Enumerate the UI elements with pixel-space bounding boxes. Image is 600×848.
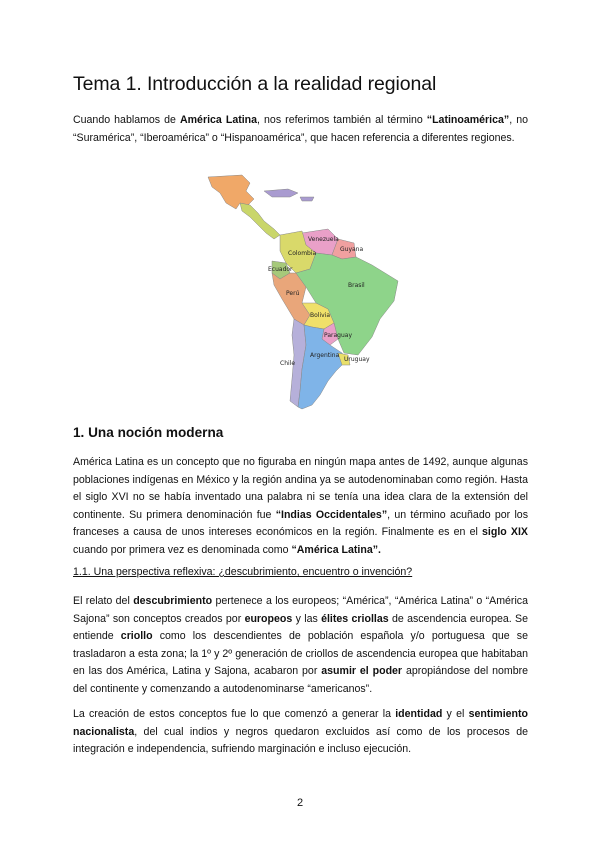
subsection-heading: 1.1. Una perspectiva reflexiva: ¿descubrimiento, encuentro o invención? [73,566,413,578]
country-label: Paraguay [324,332,353,339]
text-run: y el [442,708,469,720]
country-label: Perú [286,290,300,297]
text-run: y las [292,612,322,625]
bold-run: América Latina [179,114,258,126]
latin-america-map [202,169,406,411]
text-run: como los descendientes de población española y/o portuguesa que se trasladaron a esta zona; la 1º y 2º generación de criollos de ascendencia europea que habitaban en las dos América, Latina y Sajona, acabaron por [73,630,528,678]
country-label: Colombia [288,250,317,257]
country-label: Chile [280,360,296,367]
subsection-paragraph-1 [73,593,528,699]
country-label: Argentina [310,352,340,359]
bold-run: siglo XIX [482,526,528,539]
text-run: apropiándose del nombre del continente y comenzando a autodenominarse “americanos”. [73,665,529,695]
bold-run: asumir el poder [321,665,403,678]
subsection-paragraph-2 [73,706,528,759]
country-label: Bolivia [310,312,331,319]
page-title: Tema 1. Introducción a la realidad regional [73,73,437,95]
text-run: pertenece a los europeos; “América”, “América Latina” o “América Sajona” son conceptos creados por [73,595,529,625]
section-heading: 1. Una noción moderna [73,425,224,440]
bold-run: “Indias Occidentales” [275,508,388,521]
text-run: , no “Suramérica”, “Iberoamérica” o “Hispanoamérica”, que hacen referencia a diferentes regiones. [73,114,528,144]
bold-run: europeos [244,612,293,625]
text-run: América Latina es un concepto que no figuraba en ningún mapa antes de 1492, aunque algunas poblaciones indígenas en México y la región andina ya se autodenominaban como región. Hasta el siglo XVI no se había inventado una palabra ni se tenía una idea clara de la extensión del continente. Su primera denominación fue [73,456,528,521]
text-run: , un término acuñado por los franceses a causa de unos intereses económicos en la región. Finalmente es en el [73,508,528,539]
page-number: 2 [296,797,304,809]
intro-paragraph [73,112,528,147]
bold-run: “América Latina”. [291,543,381,556]
bold-run: descubrimiento [133,595,213,607]
text-run: Cuando hablamos de [73,114,180,126]
text-run: de ascendencia europea. Se entiende [73,612,529,643]
bold-run: identidad [395,708,443,720]
country-label: Guyana [340,246,364,253]
text-run: La creación de estos conceptos fue lo que comenzó a generar la [73,708,396,720]
bold-run: sentimiento nacionalista [73,708,529,738]
country-label: Uruguay [344,356,370,363]
text-run: cuando por primera vez es denominada como [73,543,292,556]
country-label: Venezuela [308,236,339,243]
section1-paragraph [73,454,528,560]
country-label: Ecuador [268,266,293,273]
text-run: , del cual indios y negros quedaron excluidos así como de los procesos de integración e independencia, sufriendo marginación e incluso ejecución. [73,725,528,756]
bold-run: “Latinoamérica” [426,114,510,126]
country-label: Brasil [348,282,365,289]
bold-run: élites criollas [321,612,389,625]
bold-run: criollo [120,630,153,643]
text-run: El relato del [73,595,134,607]
text-run: , nos referimos también al término [257,114,427,126]
